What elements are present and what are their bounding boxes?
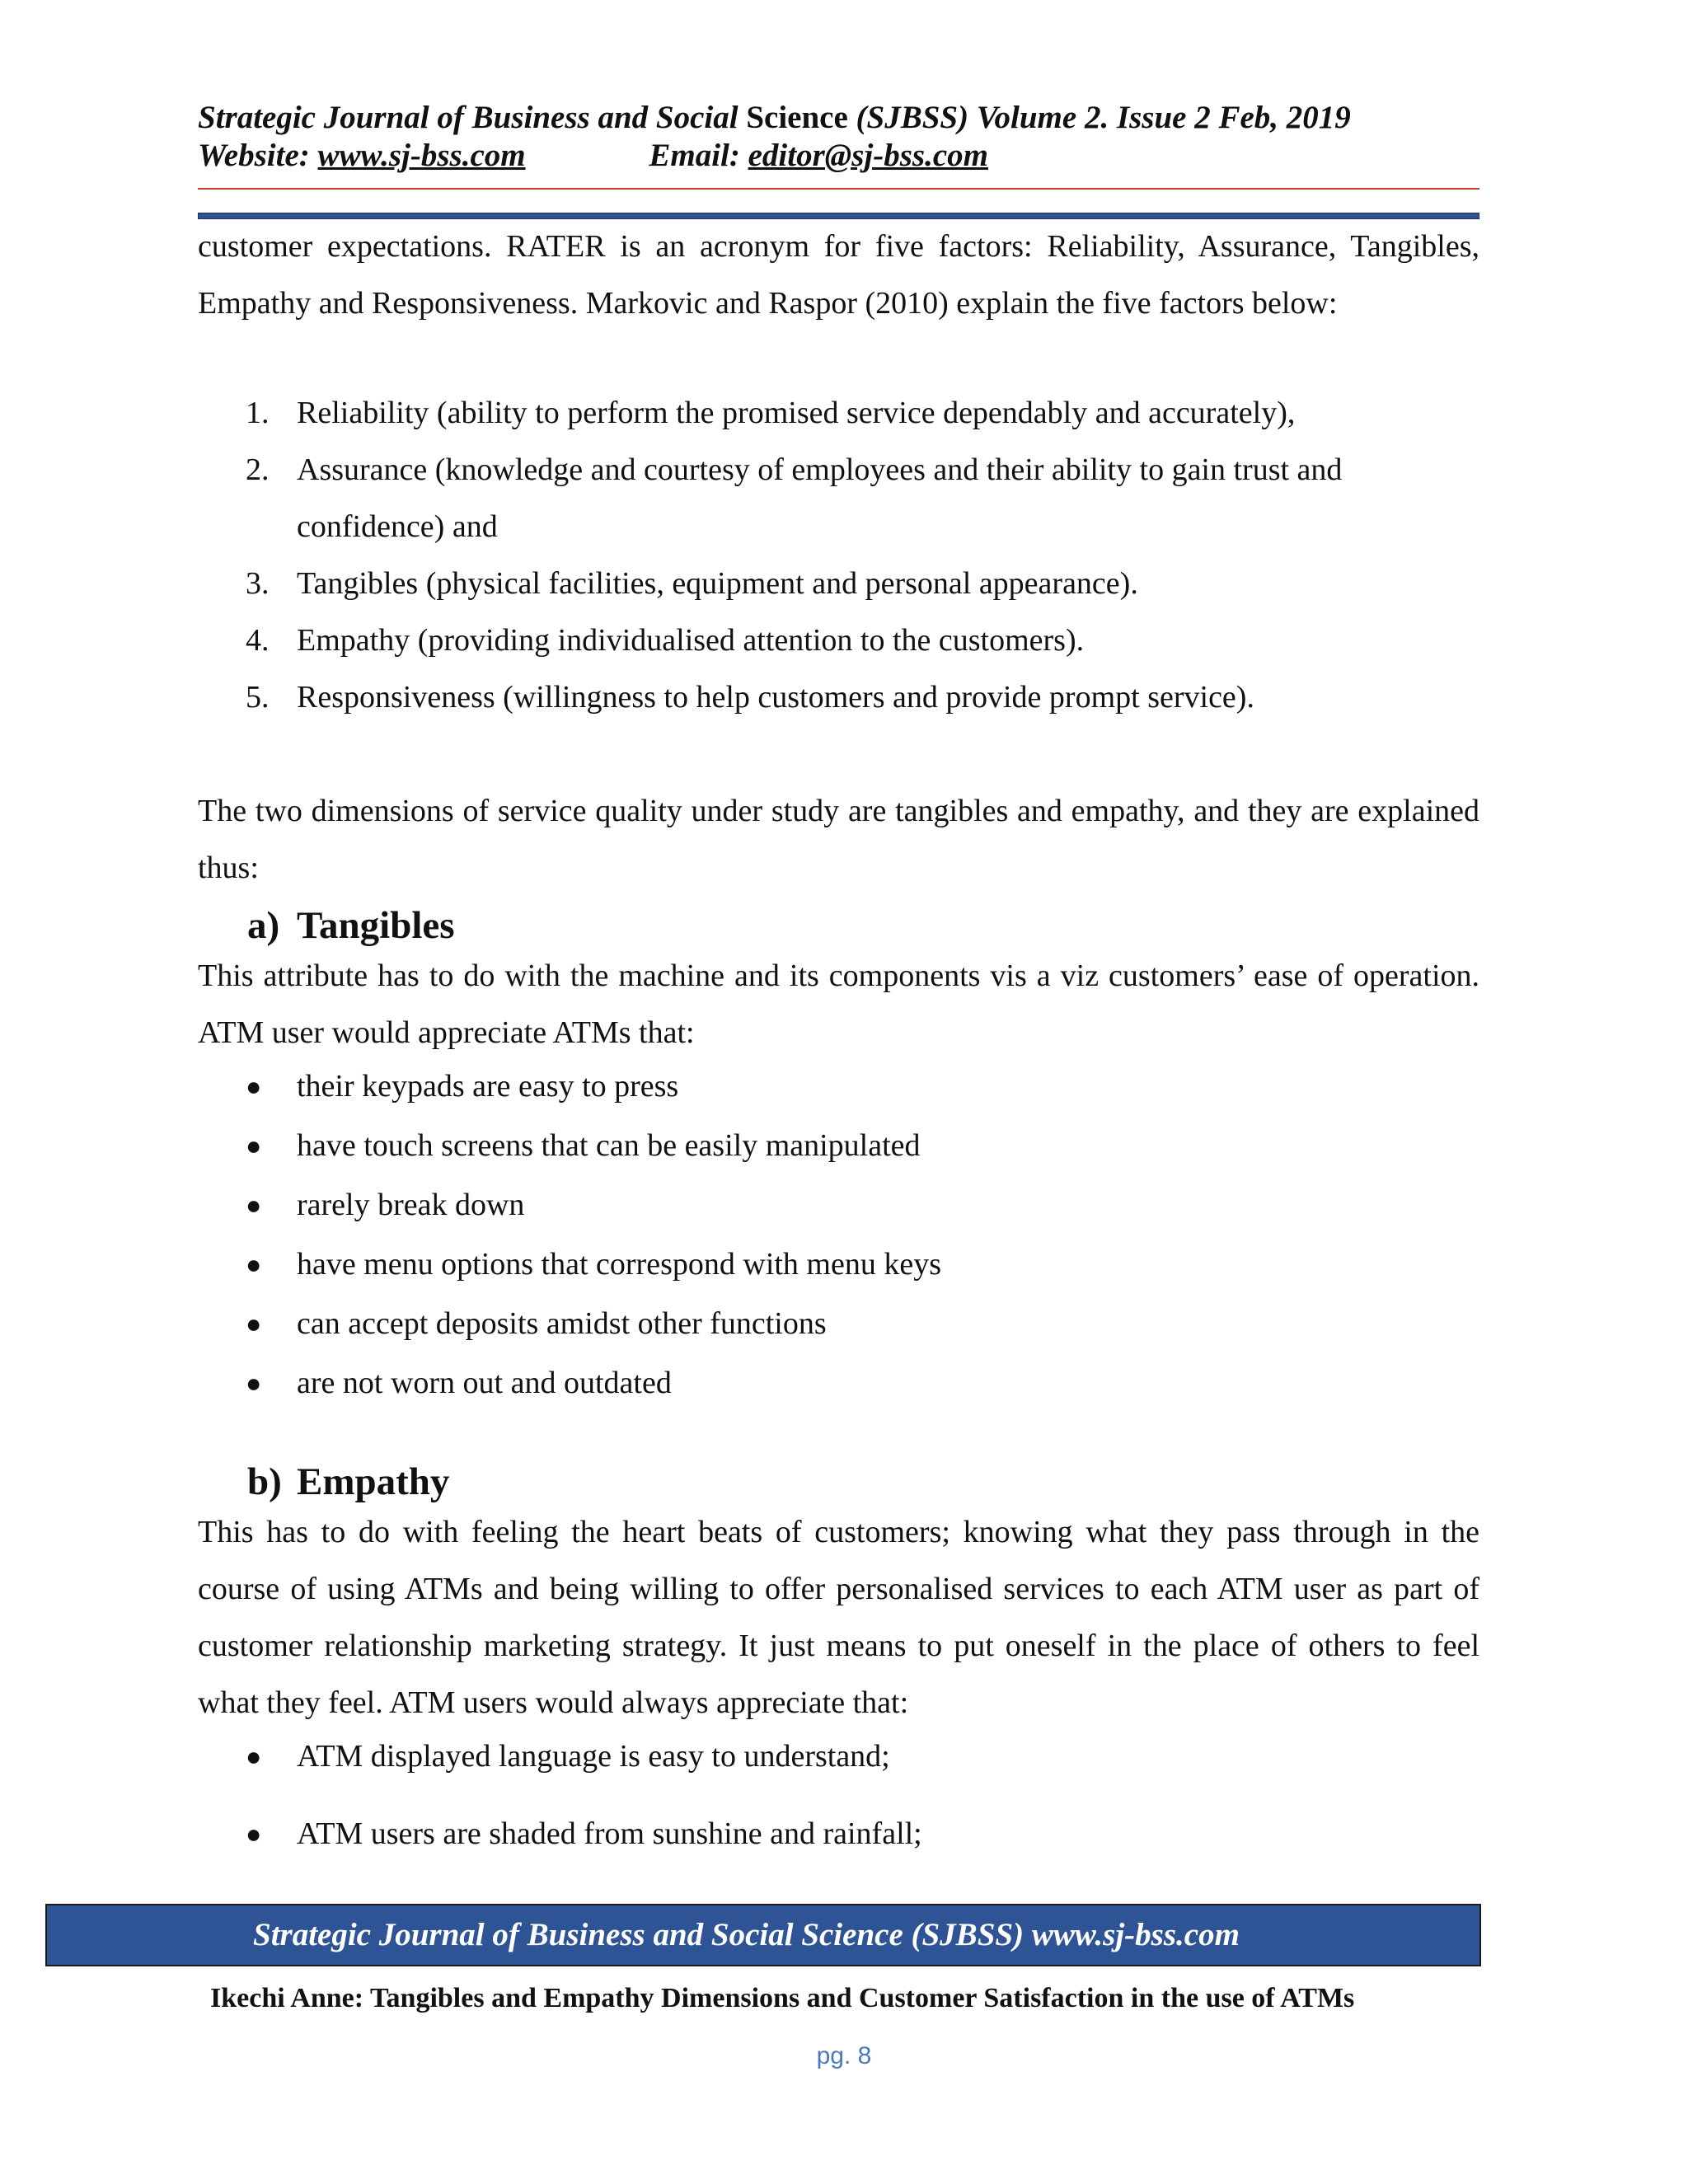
page-number: pg. 8 xyxy=(816,2042,872,2069)
bullet-icon: ● xyxy=(246,1741,262,1771)
header-red-rule xyxy=(198,188,1479,190)
empathy-bullet-list xyxy=(198,1727,1479,1863)
bullet-icon: ● xyxy=(246,1071,262,1101)
list-item: ● ATM displayed language is easy to understand; xyxy=(198,1727,1479,1786)
header-contact: Website: www.sj-bss.com Email: editor@sj-bss.com xyxy=(198,138,988,173)
list-item: ● have touch screens that can be easily manipulated xyxy=(198,1116,1479,1175)
list-item: ● can accept deposits amidst other functions xyxy=(198,1294,1479,1353)
list-item: 3. Tangibles (physical facilities, equipment and personal appearance). xyxy=(246,566,1138,601)
list-item: 4. Empathy (providing individualised attention to the customers). xyxy=(246,623,1085,658)
dimensions-paragraph: The two dimensions of service quality under study are tangibles and empathy, and they are explained thus: xyxy=(198,794,1479,885)
bullet-icon: ● xyxy=(246,1368,262,1398)
rater-factor-list xyxy=(198,385,1479,726)
list-item: 1. Reliability (ability to perform the promised service dependably and accurately), xyxy=(246,396,1296,430)
empathy-paragraph: This has to do with feeling the heart beats of customers; knowing what they pass through in the course of using ATMs and being willing to offer personalised services to each ATM user as part of customer relationship marketing strategy. It just means to put oneself in the place of others to feel what they feel. ATM users would always appreciate that: xyxy=(198,1515,1479,1720)
tangibles-paragraph: This attribute has to do with the machine and its components vis a viz customers’ ease of operation. ATM user would appreciate ATMs that: xyxy=(198,958,1479,1050)
empathy-heading: b) Empathy xyxy=(247,1460,450,1503)
list-item: 2. Assurance (knowledge and courtesy of employees and their ability to gain trust and confidence) and xyxy=(246,452,1343,544)
list-item: ● are not worn out and outdated xyxy=(198,1353,1479,1413)
list-item: ● rarely break down xyxy=(198,1175,1479,1235)
bullet-icon: ● xyxy=(246,1131,262,1160)
list-item: 5. Responsiveness (willingness to help customers and provide prompt service). xyxy=(246,680,1254,715)
tangibles-bullet-list xyxy=(198,1057,1479,1413)
bullet-icon: ● xyxy=(246,1249,262,1279)
bullet-icon: ● xyxy=(246,1190,262,1220)
footer-article-credit: Ikechi Anne: Tangibles and Empathy Dimensions and Customer Satisfaction in the use of ATMs xyxy=(210,1983,1355,2013)
email-link[interactable]: editor@sj-bss.com xyxy=(748,138,988,173)
list-item: ● have menu options that correspond with menu keys xyxy=(198,1235,1479,1294)
tangibles-heading: a) Tangibles xyxy=(247,904,455,947)
bullet-icon: ● xyxy=(246,1819,262,1849)
list-item: ● their keypads are easy to press xyxy=(198,1057,1479,1116)
intro-paragraph: customer expectations. RATER is an acronym for five factors: Reliability, Assurance, Tangibles, Empathy and Responsiveness. Markovic and Raspor (2010) explain the five factors below: xyxy=(198,229,1479,321)
header-journal-title: Strategic Journal of Business and Social Science (SJBSS) Volume 2. Issue 2 Feb, 2019 xyxy=(198,100,1351,135)
footer-journal-bar: Strategic Journal of Business and Social Science (SJBSS) www.sj-bss.com xyxy=(45,1904,1481,1966)
bullet-icon: ● xyxy=(246,1309,262,1338)
list-item: ● ATM users are shaded from sunshine and rainfall; xyxy=(198,1804,1479,1863)
website-link[interactable]: www.sj-bss.com xyxy=(317,138,526,173)
